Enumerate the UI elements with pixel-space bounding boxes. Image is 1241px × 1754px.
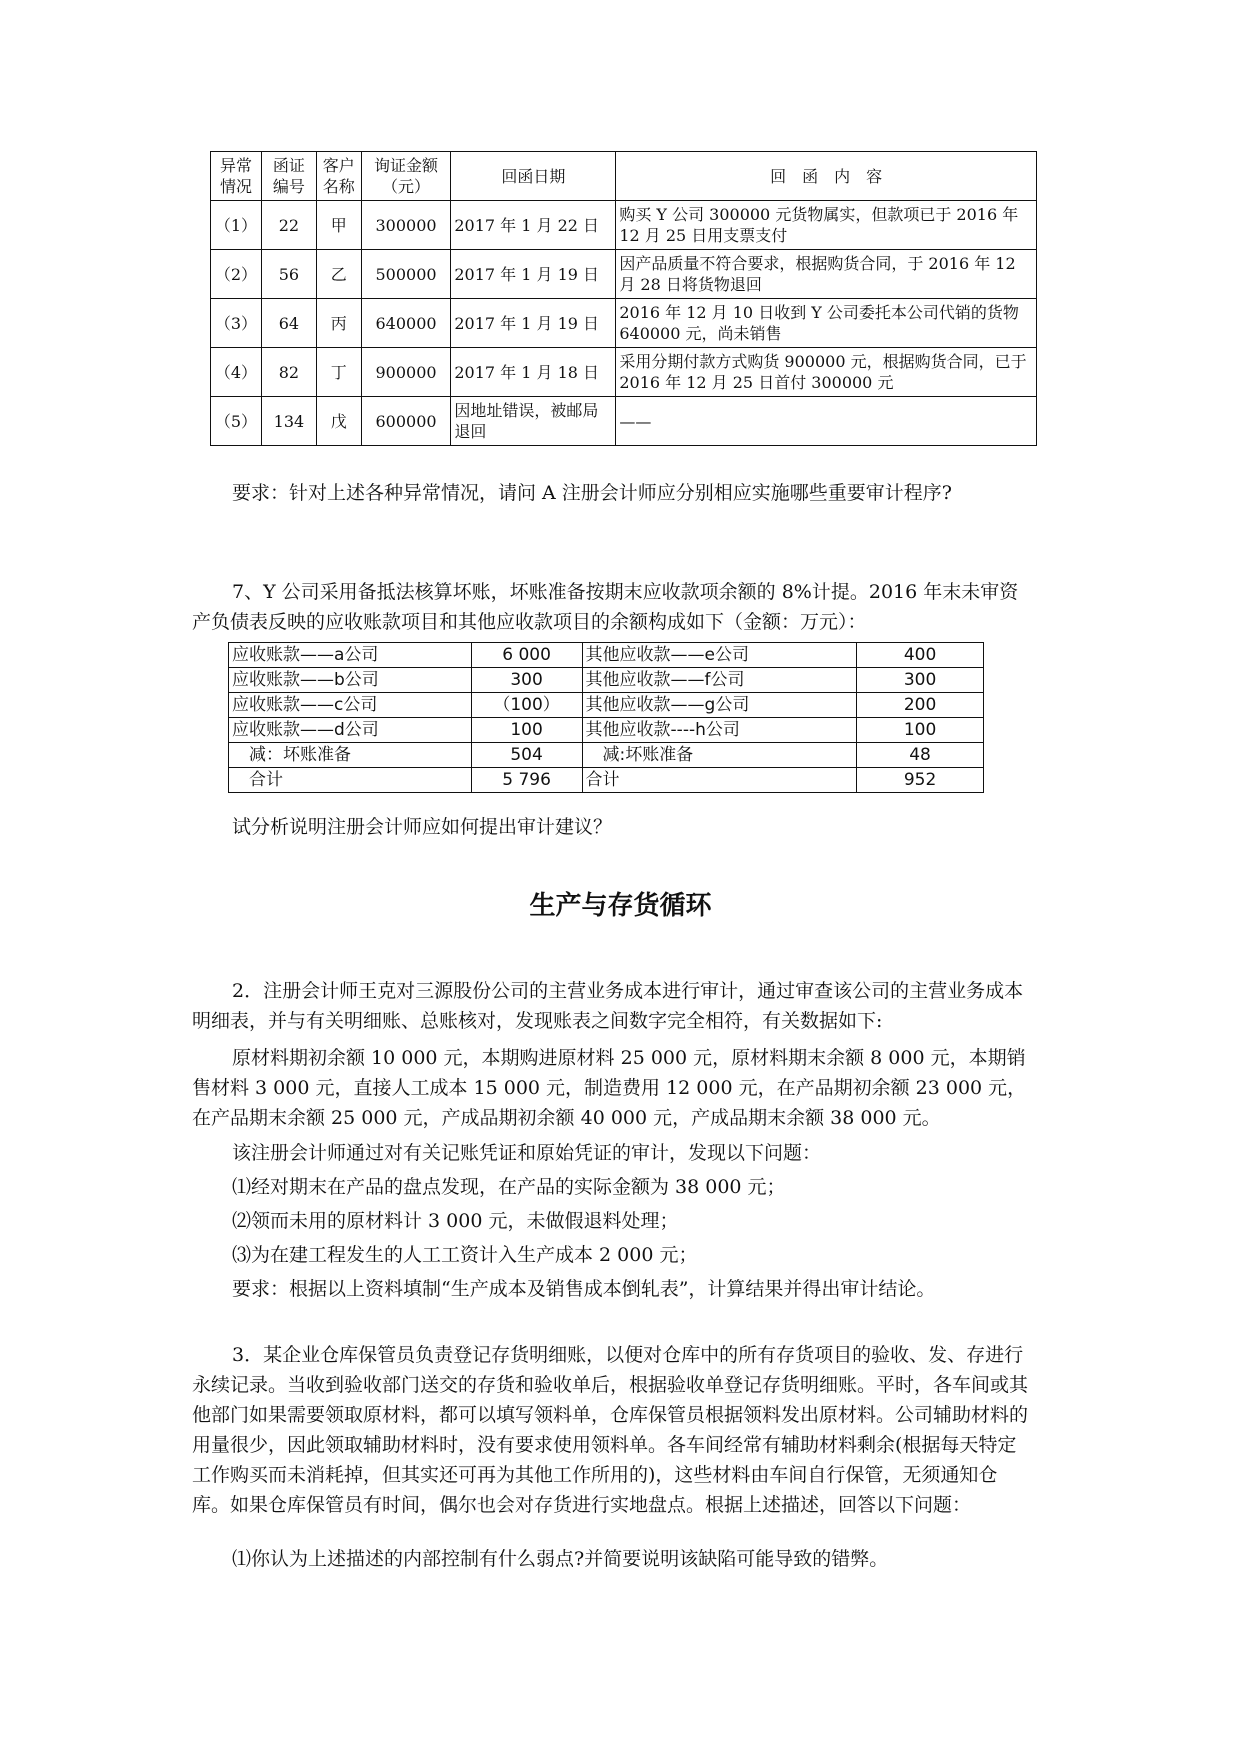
table-cell: 其他应收款——g公司: [582, 693, 857, 718]
table-cell: 其他应收款----h公司: [582, 718, 857, 743]
table-cell: 应收账款——a公司: [229, 643, 472, 668]
q7-intro: 7、Y 公司采用备抵法核算坏账，坏账准备按期末应收款项余额的 8%计提。2016 年末未审资产负债表反映的应收账款项目和其他应收款项目的余额构成如下（金额：万元）：: [192, 581, 1019, 633]
header-cell: 客户 名称: [316, 152, 361, 201]
table-cell: 504: [471, 743, 582, 768]
table-row: [229, 693, 984, 718]
table-cell: （2）: [211, 250, 262, 299]
table-cell: 6 000: [471, 643, 582, 668]
q2-issue: ⑴经对期末在产品的盘点发现，在产品的实际金额为 38 000 元；: [232, 1176, 786, 1198]
table-cell: 200: [857, 693, 984, 718]
table-row: [229, 643, 984, 668]
q3-question: ⑴你认为上述描述的内部控制有什么弱点?并简要说明该缺陷可能导致的错弊。: [232, 1548, 889, 1570]
table-cell: 甲: [316, 201, 361, 250]
table-cell: 900000: [361, 348, 451, 397]
q3-paragraph: 3．某企业仓库保管员负责登记存货明细账，以便对仓库中的所有存货项目的验收、发、存进行永续记录。当收到验收部门送交的存货和验收单后，根据验收单登记存货明细账。平时，各车间或其他部门如果需要领取原材料，都可以填写领料单，仓库保管员根据领料发出原材料。公司辅助材料的用量很少，因此领取辅助材料时，没有要求使用领料单。各车间经常有辅助材料剩余(根据每天特定工作购买而未消耗掉，但其实还可再为其他工作所用的)，这些材料由车间自行保管，无须通知仓库。如果仓库保管员有时间，偶尔也会对存货进行实地盘点。根据上述描述，回答以下问题：: [192, 1344, 1029, 1516]
table-cell: 64: [261, 299, 316, 348]
table-cell: 其他应收款——e公司: [582, 643, 857, 668]
q2-paragraph: 原材料期初余额 10 000 元，本期购进原材料 25 000 元，原材料期末余额 8 000 元，本期销售材料 3 000 元，直接人工成本 15 000 元，制造费用 12 000 元，在产品期初余额 23 000 元，在产品期末余额 25 000 元，产成品期初余额 40 000 元，产成品期末余额 38 000 元。: [192, 1047, 1027, 1129]
table-row: [229, 668, 984, 693]
table-row: [211, 348, 1037, 397]
receivables-table: [228, 642, 984, 793]
table-cell: 应收账款——b公司: [229, 668, 472, 693]
q2-requirement: 要求：根据以上资料填制“生产成本及销售成本倒轧表”，计算结果并得出审计结论。: [232, 1278, 936, 1300]
table-cell: 其他应收款——f公司: [582, 668, 857, 693]
q2-issue: ⑶为在建工程发生的人工工资计入生产成本 2 000 元；: [232, 1244, 698, 1266]
table-cell: 400: [857, 643, 984, 668]
table-cell: （1）: [211, 201, 262, 250]
table-cell: 应收账款——d公司: [229, 718, 472, 743]
table-cell: 2016 年 12 月 10 日收到 Y 公司委托本公司代销的货物 640000 元，尚未销售: [616, 299, 1037, 348]
q7-requirement: 试分析说明注册会计师应如何提出审计建议？: [232, 816, 613, 838]
table-cell: 100: [857, 718, 984, 743]
q2-issue: ⑵领而未用的原材料计 3 000 元，未做假退料处理；: [232, 1210, 679, 1232]
table-cell: 采用分期付款方式购货 900000 元，根据购货合同，已于 2016 年 12 月 25 日首付 300000 元: [616, 348, 1037, 397]
q2-paragraph: 2．注册会计师王克对三源股份公司的主营业务成本进行审计，通过审查该公司的主营业务成本明细表，并与有关明细账、总账核对，发现账表之间数字完全相符，有关数据如下:: [192, 980, 1024, 1032]
table-cell: ——: [616, 397, 1037, 446]
table-row: [229, 743, 984, 768]
header-cell: 函证 编号: [261, 152, 316, 201]
q2-paragraph: 该注册会计师通过对有关记账凭证和原始凭证的审计，发现以下问题：: [232, 1142, 822, 1164]
table-cell: 乙: [316, 250, 361, 299]
table-cell: 500000: [361, 250, 451, 299]
table-cell: 减：坏账准备: [229, 743, 472, 768]
table-cell: （3）: [211, 299, 262, 348]
header-cell: 回函日期: [451, 152, 616, 201]
table-cell: 2017 年 1 月 22 日: [451, 201, 616, 250]
table-cell: 952: [857, 768, 984, 793]
table-cell: 22: [261, 201, 316, 250]
header-cell: 回 函 内 容: [616, 152, 1037, 201]
table-cell: 2017 年 1 月 19 日: [451, 250, 616, 299]
table-cell: （4）: [211, 348, 262, 397]
table-cell: 购买 Y 公司 300000 元货物属实，但款项已于 2016 年 12 月 25 日用支票支付: [616, 201, 1037, 250]
table-cell: 300: [857, 668, 984, 693]
table-cell: 82: [261, 348, 316, 397]
table-cell: 48: [857, 743, 984, 768]
header-cell: 异常 情况: [211, 152, 262, 201]
table-cell: 戊: [316, 397, 361, 446]
confirmation-table: [210, 151, 1037, 446]
table-row: [229, 718, 984, 743]
table-cell: 减:坏账准备: [582, 743, 857, 768]
table-cell: 合计: [582, 768, 857, 793]
table-cell: 134: [261, 397, 316, 446]
q6-requirement: 要求：针对上述各种异常情况，请问 A 注册会计师应分别相应实施哪些重要审计程序?: [232, 482, 952, 504]
table-cell: 600000: [361, 397, 451, 446]
table-cell: 300000: [361, 201, 451, 250]
table-cell: 合计: [229, 768, 472, 793]
table-row: [211, 397, 1037, 446]
table-header-row: [211, 152, 1037, 201]
table-cell: 丁: [316, 348, 361, 397]
table-cell: 640000: [361, 299, 451, 348]
section-title: 生产与存货循环: [529, 891, 712, 921]
table-cell: 丙: [316, 299, 361, 348]
table-cell: 2017 年 1 月 18 日: [451, 348, 616, 397]
table-cell: （100）: [471, 693, 582, 718]
table-cell: 因地址错误，被邮局退回: [451, 397, 616, 446]
table-row: [211, 299, 1037, 348]
table-row: [211, 201, 1037, 250]
table-cell: （5）: [211, 397, 262, 446]
table-row: [211, 250, 1037, 299]
table-cell: 2017 年 1 月 19 日: [451, 299, 616, 348]
table-cell: 5 796: [471, 768, 582, 793]
table-cell: 应收账款——c公司: [229, 693, 472, 718]
table-cell: 300: [471, 668, 582, 693]
table-cell: 100: [471, 718, 582, 743]
table-cell: 56: [261, 250, 316, 299]
table-cell: 因产品质量不符合要求，根据购货合同，于 2016 年 12 月 28 日将货物退回: [616, 250, 1037, 299]
header-cell: 询证金额 （元）: [361, 152, 451, 201]
table-row: [229, 768, 984, 793]
